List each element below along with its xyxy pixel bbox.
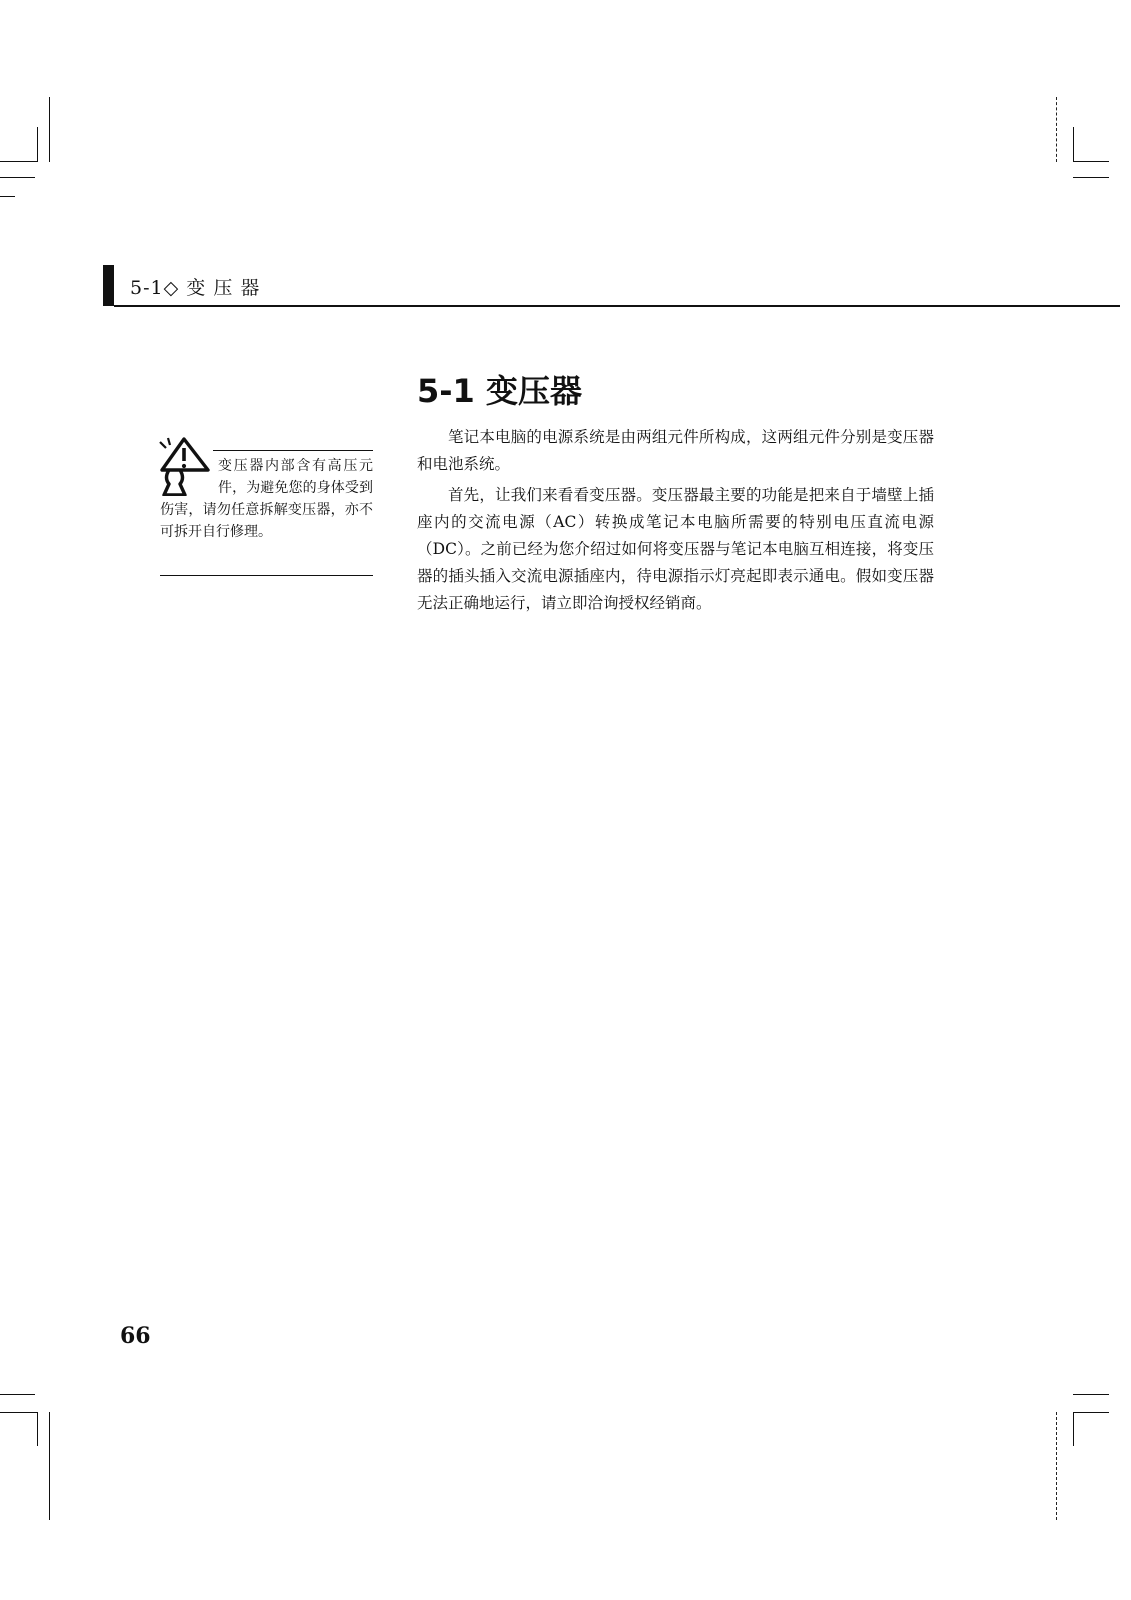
- header-bar: [103, 265, 114, 306]
- crop-mark: [1073, 161, 1109, 162]
- body-text: [417, 424, 934, 621]
- warning-note-text: 变压器内部含有高压元件，为避免您的身体受到伤害，请勿任意拆解变压器，亦不可拆开自行修理。: [160, 458, 373, 540]
- crop-mark: [1073, 177, 1109, 178]
- note-rule-bottom: [160, 575, 373, 576]
- warning-note: [160, 455, 373, 543]
- crop-mark: [49, 1412, 50, 1520]
- crop-mark: [0, 1394, 35, 1395]
- crop-mark: [1073, 1412, 1109, 1413]
- crop-mark: [1073, 1394, 1109, 1395]
- note-rule-top: [213, 450, 373, 451]
- crop-mark: [0, 177, 35, 178]
- crop-mark: [0, 161, 38, 162]
- body-paragraph: 首先，让我们来看看变压器。变压器最主要的功能是把来自于墙壁上插座内的交流电源（AC）转换成笔记本电脑所需要的特别电压直流电源（DC）。之前已经为您介绍过如何将变压器与笔记本电脑互相连接，将变压器的插头插入交流电源插座内，待电源指示灯亮起即表示通电。假如变压器无法正确地运行，请立即洽询授权经销商。: [417, 486, 934, 612]
- crop-mark: [1056, 1412, 1057, 1520]
- header-title: 变 压 器: [186, 277, 261, 299]
- crop-mark: [1056, 97, 1057, 162]
- crop-mark: [0, 1412, 38, 1413]
- crop-mark: [1073, 127, 1074, 162]
- crop-mark: [49, 97, 50, 162]
- header-section-number: 5-1: [130, 277, 164, 299]
- header-rule: [114, 305, 1120, 307]
- diamond-icon: ◇: [163, 277, 180, 299]
- running-header: [130, 273, 260, 300]
- section-title: 5-1 变压器: [417, 372, 582, 410]
- crop-mark: [0, 196, 15, 197]
- crop-mark: [1073, 1412, 1074, 1446]
- body-paragraph: 笔记本电脑的电源系统是由两组元件所构成，这两组元件分别是变压器和电池系统。: [417, 428, 934, 473]
- crop-mark: [37, 1412, 38, 1446]
- page-number: 66: [120, 1323, 151, 1349]
- crop-mark: [37, 127, 38, 162]
